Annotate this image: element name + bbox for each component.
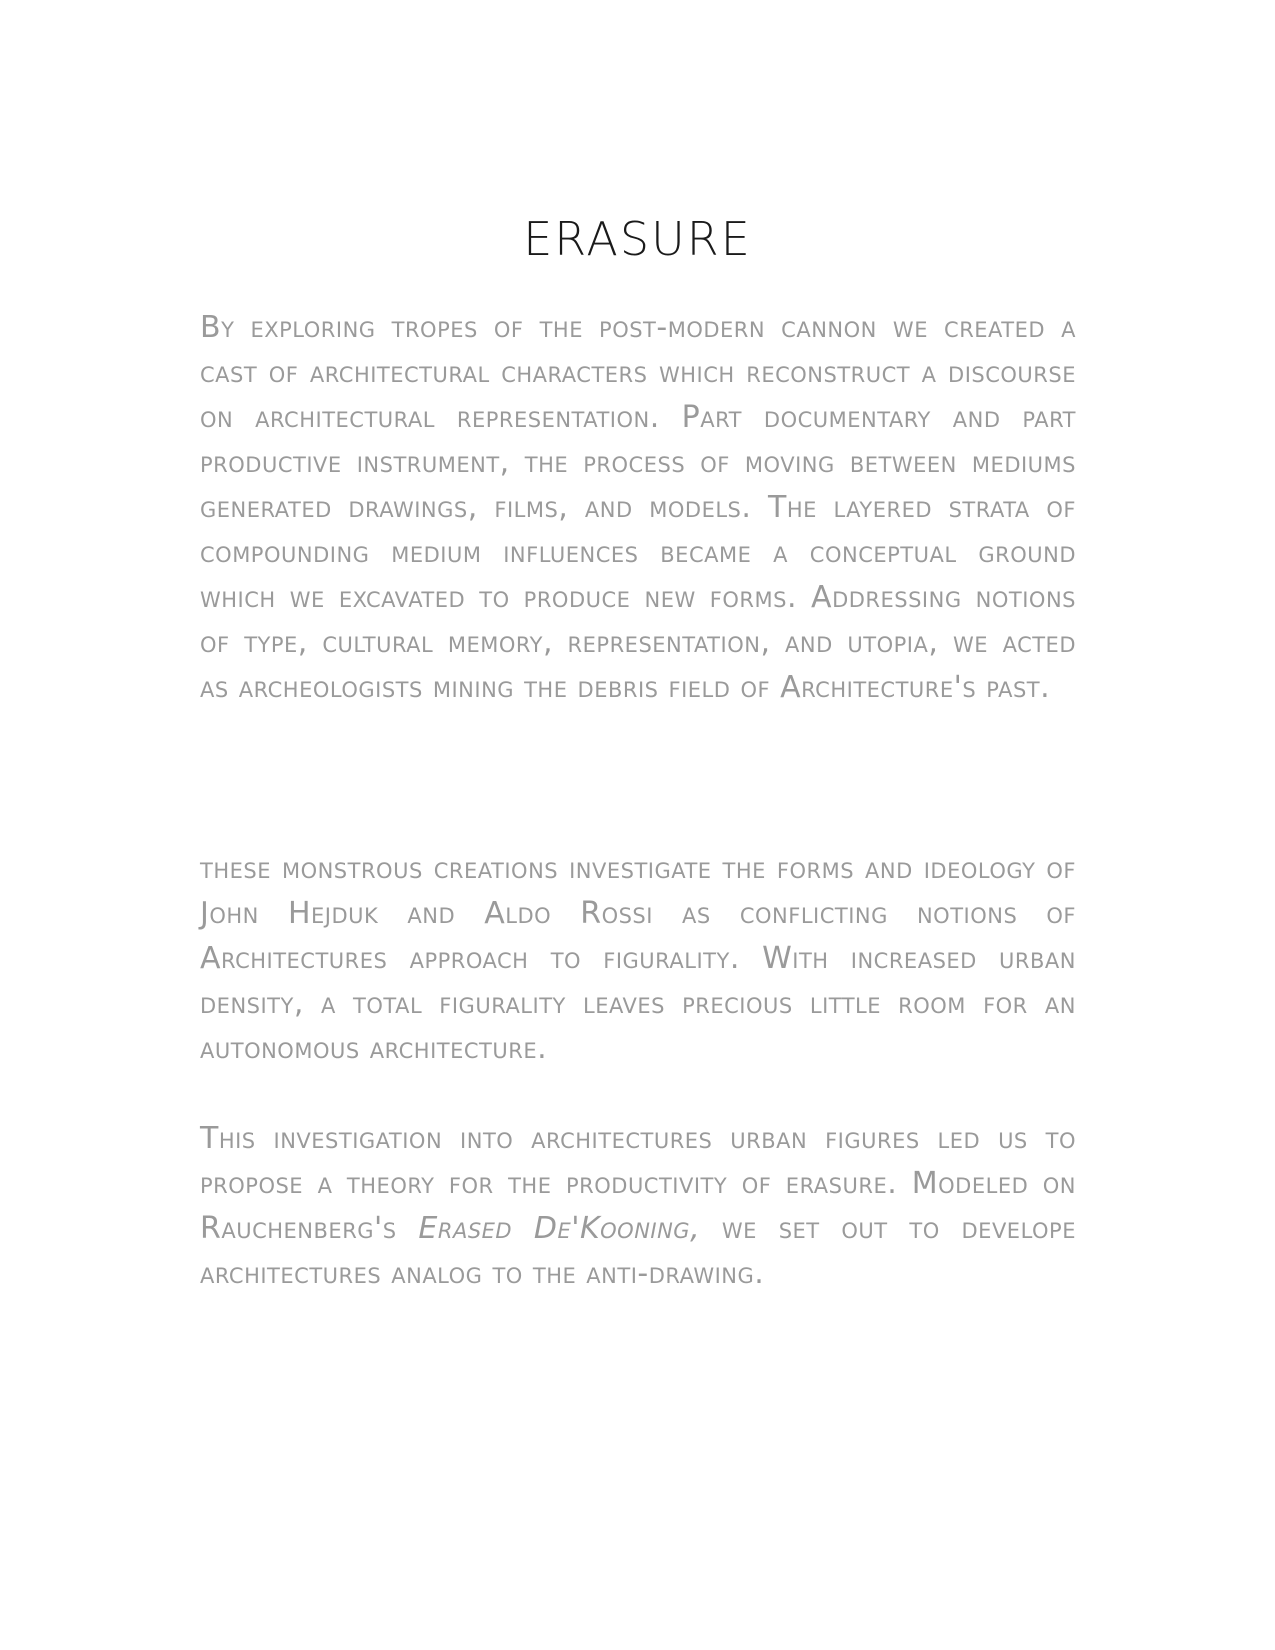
artwork-title: Erased De'Kooning, — [418, 1211, 701, 1246]
paragraph-monstrous-creations: these monstrous creations investigate the forms and ideology of John Hejduk and Aldo Rossi as conflicting notions of Architectures approach to figurality. With increased urban density, a total figurality leaves precious little room for an autonomous architecture. — [200, 851, 1076, 1066]
paragraph-erasure-theory — [200, 1116, 1076, 1296]
page-title: ERASURE — [523, 212, 752, 266]
paragraph-erasure-text-start: This investigation into architectures urban figures led us to propose a theory for the productivity of erasure. Modeled on Rauchenberg's — [200, 1121, 1076, 1246]
paragraph-intro: By exploring tropes of the post-modern cannon we created a cast of architectural characters which reconstruct a discourse on architectural representation. Part documentary and part productive instrument, the process of moving between mediums generated drawings, films, and models. The layered strata of compounding medium influences became a conceptual ground which we excavated to produce new forms. Addressing notions of type, cultural memory, representation, and utopia, we acted as archeologists mining the debris field of Architecture's past. — [200, 310, 1076, 705]
paragraph-erasure-text-end: we set out to develope architectures analog to the anti-drawing. — [200, 1211, 1076, 1291]
